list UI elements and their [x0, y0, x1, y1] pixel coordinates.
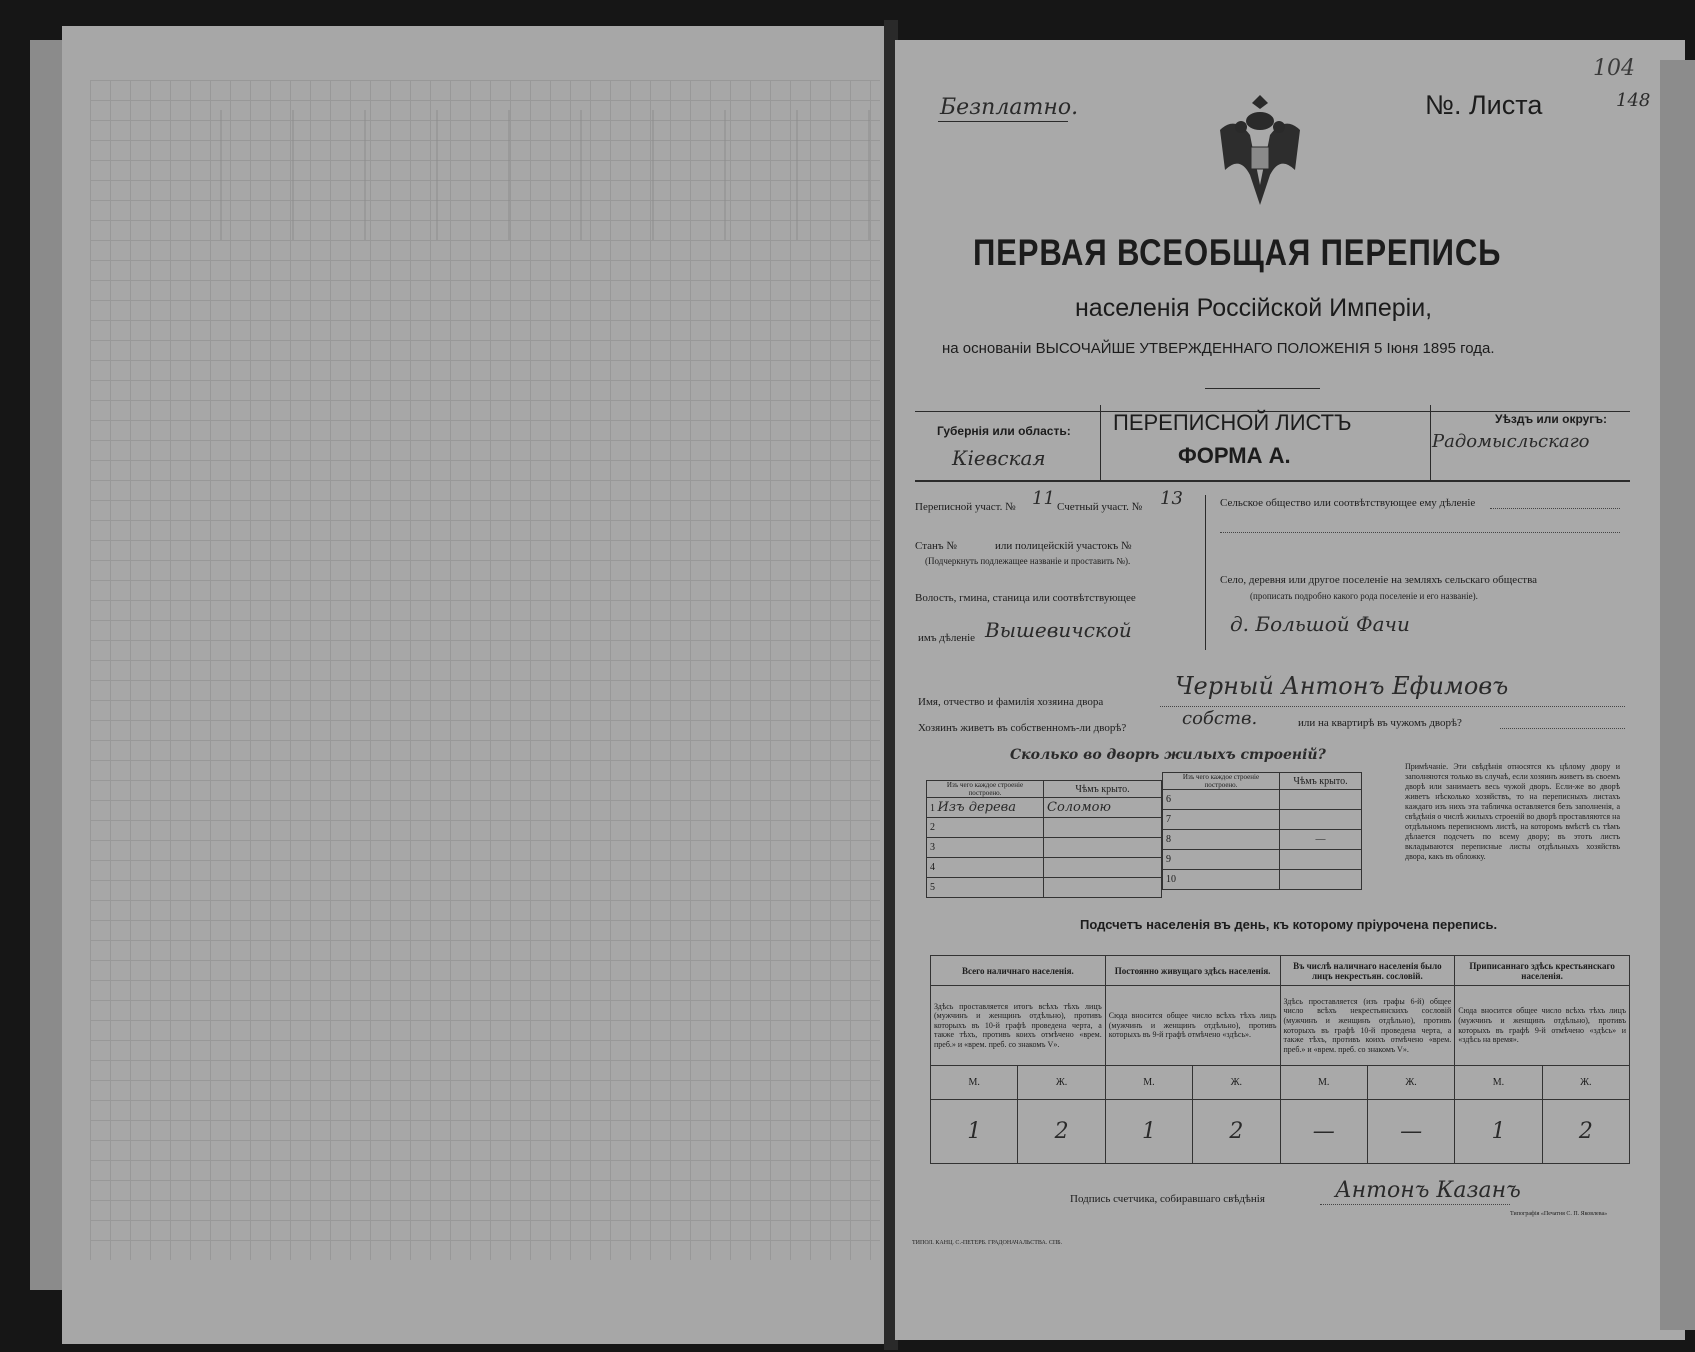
buildings-question: Сколько во дворѣ жилыхъ строеній?	[1010, 747, 1326, 763]
col-roof: Чѣмъ крыто.	[1044, 781, 1162, 798]
table-row	[927, 878, 1044, 898]
table-row	[1163, 850, 1280, 870]
m-label: М.	[1105, 1066, 1192, 1100]
count-head: Всего наличнаго населенія.	[931, 956, 1106, 986]
count-desc: Сюда вносится общее число всѣхъ тѣхъ лицъ (мужчинъ и женщинъ отдѣльно), противъ которыхъ въ графѣ 9-й отмѣчено «здѣсь» и «здѣсь на время».	[1455, 986, 1630, 1066]
form-box-bottom	[915, 480, 1630, 482]
underline-note: (Подчеркнуть подлежащее названіе и проставить №).	[925, 556, 1131, 566]
material-value: Изъ дерева	[937, 800, 1016, 815]
roof-value	[1044, 858, 1162, 878]
gubernia-value: Кіевская	[952, 446, 1046, 470]
f-label: Ж.	[1193, 1066, 1280, 1100]
title-sub: населенія Россійской Имперіи,	[1075, 294, 1433, 322]
row-num: 2	[930, 822, 935, 833]
gubernia-label: Губернія или область:	[937, 424, 1071, 438]
left-page-bleedthrough	[150, 110, 870, 240]
volost-label: Волость, гмина, станица или соотвѣтствующее	[915, 592, 1136, 604]
volost-value: Вышевичской	[985, 618, 1132, 642]
row-num: 10	[1166, 874, 1176, 885]
sheet-no-handwritten: 148	[1616, 90, 1651, 111]
apartment-line	[1500, 728, 1625, 729]
f-label: Ж.	[1367, 1066, 1454, 1100]
count-district-label: Счетный участ. №	[1057, 501, 1143, 513]
roof-value	[1280, 850, 1362, 870]
count-f-value: —	[1367, 1100, 1454, 1164]
row-num: 9	[1166, 854, 1171, 865]
signature-label: Подпись счетчика, собиравшаго свѣдѣнія	[1070, 1193, 1265, 1205]
sheet-title: ПЕРЕПИСНОЙ ЛИСТЪ	[1113, 410, 1352, 435]
count-f-value: 2	[1193, 1100, 1280, 1164]
form-box-divider-right	[1430, 405, 1431, 480]
roof-value	[1280, 810, 1362, 830]
m-label: М.	[931, 1066, 1018, 1100]
table-row	[927, 818, 1044, 838]
roof-value: Соломою	[1044, 798, 1162, 818]
table-row	[1163, 870, 1280, 890]
left-page-grid	[90, 80, 880, 1260]
sheet-no-label: №. Листа	[1425, 90, 1543, 120]
count-m-value: —	[1280, 1100, 1367, 1164]
count-f-value: 2	[1542, 1100, 1629, 1164]
count-head: Въ числѣ наличнаго населенія было лицъ некрестьян. сословій.	[1280, 956, 1455, 986]
title-main: ПЕРВАЯ ВСЕОБЩАЯ ПЕРЕПИСЬ	[973, 232, 1502, 273]
free-label: Безплатно.	[940, 95, 1079, 120]
right-page-edge	[1660, 60, 1695, 1330]
roof-value	[1044, 838, 1162, 858]
free-underline	[938, 121, 1068, 122]
title-basis: на основаніи ВЫСОЧАЙШЕ УТВЕРЖДЕННАГО ПОЛОЖЕНІЯ 5 Іюня 1895 года.	[942, 340, 1495, 357]
signature-value: Антонъ Казанъ	[1335, 1178, 1521, 1203]
table-row	[1163, 810, 1280, 830]
owner-line	[1160, 706, 1625, 707]
apartment-label: или на квартирѣ въ чужомъ дворѣ?	[1298, 717, 1462, 729]
imprint-right: Типографія «Печатня С. П. Яковлева»	[1510, 1211, 1608, 1217]
count-head: Приписаннаго здѣсь крестьянскаго населенія.	[1455, 956, 1630, 986]
count-desc: Здѣсь проставляется итогъ всѣхъ тѣхъ лицъ (мужчинъ и женщинъ отдѣльно), противъ которыхъ въ 10-й графѣ проведена черта, а также тѣхъ, противъ коихъ отмѣчено «врем. преб.» и «врем. преб. со знакомъ V».	[931, 986, 1106, 1066]
roof-value	[1044, 818, 1162, 838]
double-headed-eagle-icon	[1205, 85, 1315, 215]
rural-society-line-2	[1220, 532, 1620, 533]
rural-society-label: Сельское общество или соотвѣтствующее ему дѣленіе	[1220, 497, 1476, 509]
form-title: ФОРМА А.	[1178, 443, 1291, 468]
uezd-label: Уѣздъ или округъ:	[1495, 412, 1608, 426]
count-m-value: 1	[931, 1100, 1018, 1164]
table-row	[1163, 830, 1280, 850]
roof-value	[1044, 878, 1162, 898]
corner-number: 104	[1593, 56, 1635, 81]
count-head: Постоянно живущаго здѣсь населенія.	[1105, 956, 1280, 986]
lives-value: собств.	[1182, 708, 1258, 729]
buildings-note: Примѣчаніе. Эти свѣдѣнія относятся къ цѣлому двору и заполняются только въ случаѣ, если хозяинъ живетъ въ своемъ дворѣ или занимаетъ весь чужой дворъ. Если-же во дворѣ живетъ нѣсколько хозяйствъ, то на переписныхъ листахъ каждаго изъ нихъ эта табличка оставляется безъ заполненія, а свѣдѣнія о числѣ жилыхъ строеній во дворѣ проставляются на отдѣльномъ переписномъ листѣ, на которомъ вмѣстѣ съ тѣмъ дѣлается подсчетъ по всему двору; въ этотъ листъ вкладываются переписные листы отдѣльныхъ хозяйствъ двора, какъ въ обложку.	[1405, 762, 1620, 861]
table-row	[1163, 790, 1280, 810]
owner-label: Имя, отчество и фамилія хозяина двора	[918, 696, 1104, 708]
row-num: 7	[1166, 814, 1171, 825]
row-num: 4	[930, 862, 935, 873]
count-district-value: 13	[1160, 488, 1183, 509]
row-num: 3	[930, 842, 935, 853]
f-label: Ж.	[1018, 1066, 1105, 1100]
form-box-divider-left	[1100, 405, 1101, 480]
population-table	[930, 955, 1630, 1164]
buildings-table-right	[1162, 772, 1362, 890]
col-roof-2: Чѣмъ крыто.	[1280, 773, 1362, 790]
buildings-table-left	[926, 780, 1162, 898]
police-label: или полицейскій участокъ №	[995, 540, 1132, 552]
fields-divider	[1205, 495, 1206, 650]
table-row	[927, 798, 1044, 818]
roof-value	[1280, 870, 1362, 890]
col-material: Изъ чего каждое строеніе построено.	[927, 781, 1044, 798]
table-row	[927, 838, 1044, 858]
roof-value: —	[1280, 830, 1362, 850]
village-note: (прописать подробно какого рода поселеніе и его названіе).	[1250, 591, 1478, 601]
table-row	[927, 858, 1044, 878]
village-value: д. Большой Фачи	[1230, 612, 1410, 636]
row-num: 8	[1166, 834, 1171, 845]
count-title: Подсчетъ населенія въ день, къ которому пріурочена перепись.	[1080, 917, 1498, 932]
row-num: 5	[930, 882, 935, 893]
owner-value: Черный Антонъ Ефимовъ	[1175, 672, 1509, 700]
village-label: Село, деревня или другое поселеніе на земляхъ сельскаго общества	[1220, 574, 1538, 586]
lives-label: Хозяинъ живетъ въ собственномъ-ли дворѣ?	[918, 722, 1127, 734]
m-label: М.	[1280, 1066, 1367, 1100]
row-num: 1	[930, 803, 935, 814]
uezd-value: Радомысльскаго	[1432, 431, 1590, 452]
f-label: Ж.	[1542, 1066, 1629, 1100]
volost-label-2: имъ дѣленіе	[918, 632, 976, 644]
census-district-value: 11	[1032, 488, 1055, 509]
rural-society-line	[1490, 508, 1620, 509]
m-label: М.	[1455, 1066, 1542, 1100]
imprint-left: ТИПОЛ. КАНЦ. С.-ПЕТЕРБ. ГРАДОНАЧАЛЬСТВА. СПБ.	[912, 1240, 1063, 1246]
signature-line	[1320, 1204, 1510, 1205]
census-district-label: Переписной участ. №	[915, 501, 1016, 513]
ornament-rule	[1205, 388, 1320, 389]
stan-label: Станъ №	[915, 540, 957, 552]
count-desc: Сюда вносится общее число всѣхъ тѣхъ лицъ (мужчинъ и женщинъ отдѣльно), противъ которыхъ въ 9-й графѣ отмѣчено «здѣсь».	[1105, 986, 1280, 1066]
row-num: 6	[1166, 794, 1171, 805]
count-f-value: 2	[1018, 1100, 1105, 1164]
count-m-value: 1	[1455, 1100, 1542, 1164]
roof-value	[1280, 790, 1362, 810]
col-material-2: Изъ чего каждое строеніе построено.	[1163, 773, 1280, 790]
count-m-value: 1	[1105, 1100, 1192, 1164]
count-desc: Здѣсь проставляется (изъ графы 6-й) общее число всѣхъ некрестьянскихъ сословій (мужчинъ и женщинъ отдѣльно), противъ которыхъ въ графѣ 10-й проведена черта, а также тѣхъ, противъ коихъ отмѣчено «врем. преб.» и «врем. преб. со знакомъ V».	[1280, 986, 1455, 1066]
